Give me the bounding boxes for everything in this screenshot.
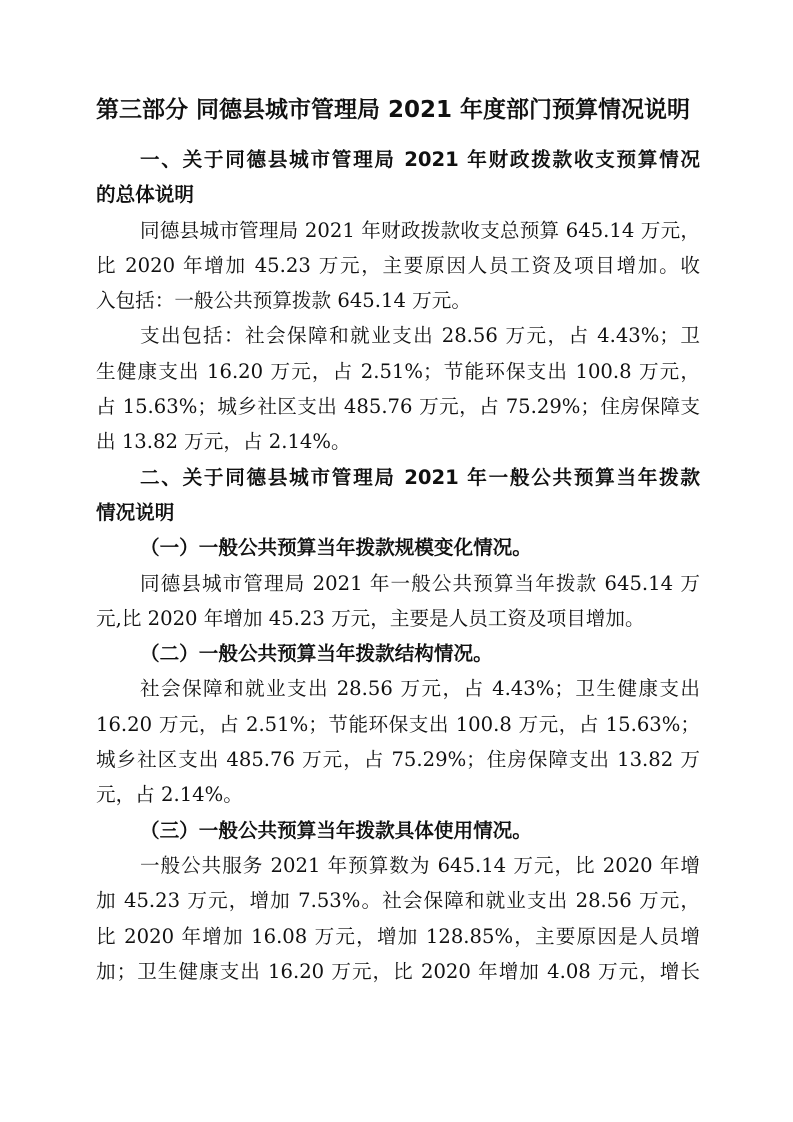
paragraph-line: 生健康支出 16.20 万元，占 2.51%；节能环保支出 100.8 万元，: [96, 359, 700, 383]
section-heading-1: 一、关于同德县城市管理局 2021 年财政拨款收支预算情况: [140, 148, 700, 171]
paragraph-line: 支出包括：社会保障和就业支出 28.56 万元，占 4.43%；卫: [140, 324, 700, 348]
paragraph-line: 同德县城市管理局 2021 年财政拨款收支总预算 645.14 万元，: [140, 218, 700, 242]
page-title: 第三部分 同德县城市管理局 2021 年度部门预算情况说明: [96, 97, 691, 123]
subsection-heading-1: （一）一般公共预算当年拨款规模变化情况。: [140, 536, 532, 560]
paragraph-line: 元,比 2020 年增加 45.23 万元，主要是人员工资及项目增加。: [96, 606, 645, 630]
paragraph-line: 城乡社区支出 485.76 万元，占 75.29%；住房保障支出 13.82 万: [96, 748, 700, 772]
paragraph-line: 元，占 2.14%。: [96, 783, 243, 807]
section-heading-2-cont: 情况说明: [96, 500, 175, 524]
section-heading-2: 二、关于同德县城市管理局 2021 年一般公共预算当年拨款: [140, 465, 700, 489]
document-body: [96, 142, 700, 989]
subsection-heading-3: （三）一般公共预算当年拨款具体使用情况。: [140, 818, 532, 842]
paragraph-line: 入包括：一般公共预算拨款 645.14 万元。: [96, 289, 471, 313]
paragraph-line: 出 13.82 万元，占 2.14%。: [96, 430, 351, 454]
paragraph-line: 比 2020 年增加 16.08 万元，增加 128.85%，主要原因是人员增: [96, 924, 700, 948]
paragraph-line: 同德县城市管理局 2021 年一般公共预算当年拨款 645.14 万: [140, 571, 700, 595]
paragraph-line: 加；卫生健康支出 16.20 万元，比 2020 年增加 4.08 万元，增长: [96, 959, 700, 983]
paragraph-line: 16.20 万元，占 2.51%；节能环保支出 100.8 万元，占 15.63%；: [96, 712, 700, 736]
section-heading-1-cont: 的总体说明: [96, 183, 194, 207]
paragraph-line: 占 15.63%；城乡社区支出 485.76 万元，占 75.29%；住房保障支: [96, 395, 700, 419]
paragraph-line: 比 2020 年增加 45.23 万元，主要原因人员工资及项目增加。收: [96, 253, 700, 277]
paragraph-line: 一般公共服务 2021 年预算数为 645.14 万元，比 2020 年增: [140, 853, 700, 877]
paragraph-line: 社会保障和就业支出 28.56 万元，占 4.43%；卫生健康支出: [140, 677, 700, 701]
subsection-heading-2: （二）一般公共预算当年拨款结构情况。: [140, 642, 493, 666]
paragraph-line: 加 45.23 万元，增加 7.53%。社会保障和就业支出 28.56 万元，: [96, 889, 700, 913]
